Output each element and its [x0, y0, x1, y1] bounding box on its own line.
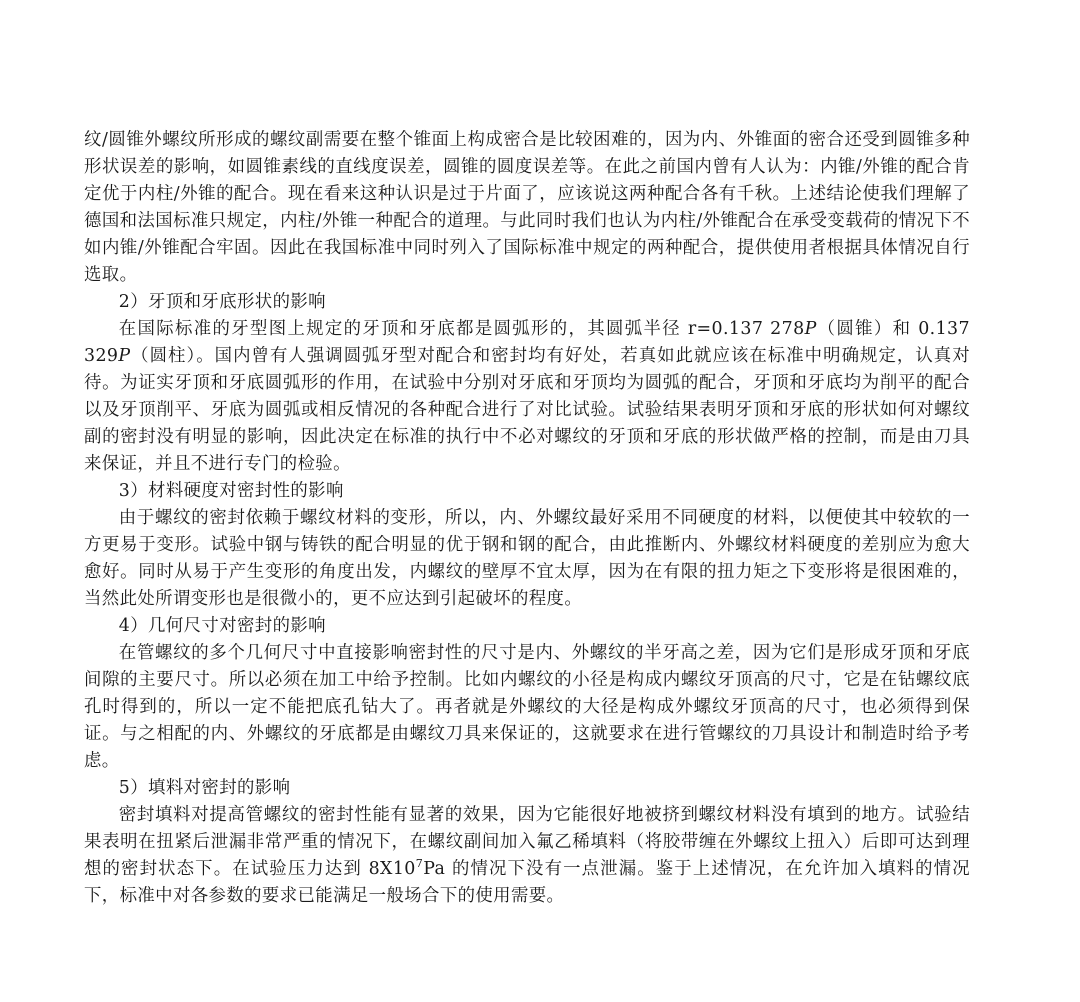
section-2-text-part3: （圆柱）。国内曾有人强调圆弧牙型对配合和密封均有好处，若真如此就应该在标准中明确规定，认真对待。为证实牙顶和牙底圆弧形的作用，在试验中分别对牙底和牙顶均为圆弧的配合，牙顶和牙底均为削平的配合以及牙顶削平、牙底为圆弧或相反情况的各种配合进行了对比试验。试验结果表明牙顶和牙底的形状如何对螺纹副的密封没有明显的影响，因此决定在标准的执行中不必对螺纹的牙顶和牙底的形状做严格的控制，而是由刀具来保证，并且不进行专门的检验。 [84, 346, 970, 474]
section-4-paragraph: 在管螺纹的多个几何尺寸中直接影响密封性的尺寸是内、外螺纹的半牙高之差，因为它们是形成牙顶和牙底间隙的主要尺寸。所以必须在加工中给予控制。比如内螺纹的小径是构成内螺纹牙顶高的尺寸，它是在钻螺纹底孔时得到的，所以一定不能把底孔钻大了。再者就是外螺纹的大径是构成外螺纹牙顶高的尺寸，也必须得到保证。与之相配的内、外螺纹的牙底都是由螺纹刀具来保证的，这就要求在进行管螺纹的刀具设计和制造时给予考虑。 [84, 643, 970, 771]
section-4-heading: 4）几何尺寸对密封的影响 [118, 616, 326, 636]
section-5-text-part1: 密封填料对提高管螺纹的密封性能有显著的效果，因为它能很好地被挤到螺纹材料没有填到的地方。试验结果表明在扭紧后泄漏非常严重的情况下，在螺纹副间加入氟乙稀填料（将胶带缠在外螺纹上扭入）后即可达到理想的密封状态下。在试验压力达到 8X10 [84, 805, 970, 879]
section-5-paragraph [84, 802, 970, 910]
pitch-symbol: P [804, 319, 817, 339]
pitch-symbol: P [118, 346, 131, 366]
document-body [84, 127, 970, 910]
pressure-exponent: 7 [415, 857, 424, 870]
intro-paragraph: 纹/圆锥外螺纹所形成的螺纹副需要在整个锥面上构成密合是比较困难的，因为内、外锥面的密合还受到圆锥多种形状误差的影响，如圆锥素线的直线度误差，圆锥的圆度误差等。在此之前国内曾有人认为：内锥/外锥的配合肯定优于内柱/外锥的配合。现在看来这种认识是过于片面了，应该说这两种配合各有千秋。上述结论使我们理解了德国和法国标准只规定，内柱/外锥一种配合的道理。与此同时我们也认为内柱/外锥配合在承受变载荷的情况下不如内锥/外锥配合牢固。因此在我国标准中同时列入了国际标准中规定的两种配合，提供使用者根据具体情况自行选取。 [84, 130, 970, 285]
section-5-heading: 5）填料对密封的影响 [118, 778, 291, 798]
section-2-paragraph [84, 316, 970, 478]
section-2-text-part1: 在国际标准的牙型图上规定的牙顶和牙底都是圆弧形的，其圆弧半径 r=0.137 278 [118, 319, 805, 339]
section-2-text-part2: （圆锥）和 0.137 329 [84, 319, 970, 366]
section-3-heading: 3）材料硬度对密封性的影响 [118, 481, 344, 501]
section-2-heading: 2）牙顶和牙底形状的影响 [118, 292, 326, 312]
section-3-paragraph: 由于螺纹的密封依赖于螺纹材料的变形，所以，内、外螺纹最好采用不同硬度的材料，以便使其中较软的一方更易于变形。试验中钢与铸铁的配合明显的优于钢和钢的配合，由此推断内、外螺纹材料硬度的差别应为愈大愈好。同时从易于产生变形的角度出发，内螺纹的壁厚不宜太厚，因为在有限的扭力矩之下变形将是很困难的，当然此处所谓变形也是很微小的，更不应达到引起破坏的程度。 [84, 508, 970, 609]
section-5-text-part2: Pa 的情况下没有一点泄漏。鉴于上述情况，在允许加入填料的情况下，标准中对各参数的要求已能满足一般场合下的使用需要。 [84, 859, 971, 906]
